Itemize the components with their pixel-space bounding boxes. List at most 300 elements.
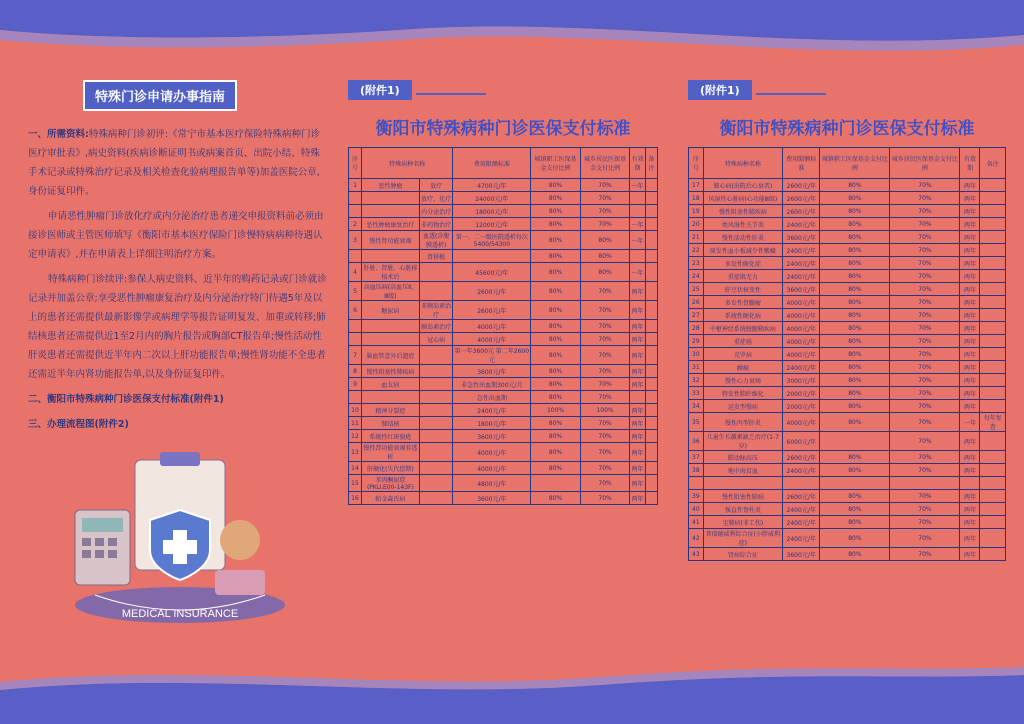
table-cell: 肝硬化(失代偿期)	[361, 462, 419, 475]
table-cell	[349, 320, 362, 333]
table-cell: 4000元/年	[453, 333, 531, 346]
table-cell: 36	[689, 432, 704, 451]
table-cell: 80%	[531, 179, 581, 192]
table-cell: 两年	[960, 192, 980, 205]
table-row	[689, 361, 1006, 374]
table-cell: 系统性硬化病	[703, 309, 782, 322]
table-cell	[645, 365, 657, 378]
table-cell	[419, 417, 453, 430]
table-cell: 两年	[630, 301, 645, 320]
table-cell: 80%	[820, 548, 890, 561]
table-cell: 放疗、化疗	[419, 192, 453, 205]
table-cell: 急性出血期	[453, 391, 531, 404]
table-cell: 两年	[960, 374, 980, 387]
table-row	[689, 283, 1006, 296]
table-row	[689, 322, 1006, 335]
table-cell: 两年	[630, 333, 645, 346]
table-cell: 脑血管意外后遗症	[361, 346, 419, 365]
table-cell	[645, 192, 657, 205]
table-cell: 两年	[960, 548, 980, 561]
table-cell: 7	[349, 346, 362, 365]
table-cell: 70%	[580, 492, 630, 505]
table-cell	[419, 462, 453, 475]
table-cell: 70%	[580, 179, 630, 192]
attachment-tag-right	[688, 80, 1006, 100]
guide-title: 特殊门诊申请办事指南	[83, 80, 237, 111]
table-cell: 10	[349, 404, 362, 417]
table-cell: 一年	[630, 179, 645, 192]
table-cell: 80%	[531, 231, 581, 250]
table-cell: 系统性红斑狼疮	[361, 430, 419, 443]
table-row	[689, 270, 1006, 283]
table-cell: 4800元/年	[453, 475, 531, 492]
table-cell: 70%	[890, 335, 960, 348]
table-cell: 两年	[960, 309, 980, 322]
table-cell: 32	[689, 374, 704, 387]
attachment-underline	[416, 93, 486, 95]
table-cell	[645, 443, 657, 462]
table-cell: 70%	[890, 451, 960, 464]
table-cell: 3000元/年	[783, 374, 820, 387]
table-cell: 29	[689, 335, 704, 348]
table-cell: 帕金森氏病	[361, 492, 419, 505]
table-row	[349, 231, 658, 250]
table-cell	[645, 320, 657, 333]
table-cell: 两年	[960, 322, 980, 335]
table-cell	[645, 231, 657, 250]
table-cell	[361, 333, 419, 346]
table-cell: 两年	[630, 430, 645, 443]
table-cell: 肾病综合征	[703, 548, 782, 561]
table-cell	[980, 296, 1006, 309]
table-cell: 6000元/年	[783, 432, 820, 451]
table-cell: 80%	[820, 309, 890, 322]
table-row	[349, 205, 658, 218]
table-cell: 16	[349, 492, 362, 505]
table-cell: 80%	[531, 218, 581, 231]
table-row	[349, 250, 658, 263]
table-cell: 80%	[820, 322, 890, 335]
table-cell	[980, 374, 1006, 387]
table-cell: 19	[689, 205, 704, 218]
table-cell: 80%	[820, 464, 890, 477]
table-cell	[980, 231, 1006, 244]
table-cell: 肝豆状核变性	[703, 283, 782, 296]
table-cell: 一年	[960, 413, 980, 432]
table-cell	[980, 218, 1006, 231]
payment-standard-table-2	[688, 147, 1006, 561]
table-row	[349, 492, 658, 505]
table-row	[689, 464, 1006, 477]
table-cell: 两年	[630, 443, 645, 462]
table-cell	[645, 430, 657, 443]
table-cell: 风湿性心脏病(心功能Ⅲ级)	[703, 192, 782, 205]
table-row	[689, 516, 1006, 529]
table-row	[349, 365, 658, 378]
table-cell: 4000元/年	[453, 462, 531, 475]
table-cell: 6	[349, 301, 362, 320]
table-cell	[980, 270, 1006, 283]
table-cell: 两年	[960, 257, 980, 270]
table-cell: 41	[689, 516, 704, 529]
table-cell: 80%	[531, 333, 581, 346]
table-cell	[645, 218, 657, 231]
table-cell	[783, 477, 820, 490]
table-cell	[531, 475, 581, 492]
table-row	[689, 244, 1006, 257]
table-cell: 4000元/年	[783, 348, 820, 361]
table-cell: 25	[689, 283, 704, 296]
table-cell: 两年	[630, 475, 645, 492]
table-row	[689, 503, 1006, 516]
table-cell	[645, 404, 657, 417]
table-cell	[980, 192, 1006, 205]
table-cell: 1800元/年	[453, 417, 531, 430]
table-cell: 39	[689, 490, 704, 503]
table-cell	[349, 250, 362, 263]
table-cell: 4000元/年	[453, 443, 531, 462]
table-cell	[361, 250, 419, 263]
table-cell	[419, 443, 453, 462]
table-cell: 70%	[890, 503, 960, 516]
attachment-label: (附件1)	[348, 80, 412, 100]
header-cell: 有效期	[960, 148, 980, 179]
table-row	[689, 477, 1006, 490]
table-cell: 70%	[890, 296, 960, 309]
table-cell: 两年	[960, 503, 980, 516]
table-cell: 80%	[820, 335, 890, 348]
table-cell	[419, 282, 453, 301]
table-cell: 1	[349, 179, 362, 192]
header-cell: 费用限额标准	[783, 148, 820, 179]
table-cell	[980, 400, 1006, 413]
table-cell: 21	[689, 231, 704, 244]
table-cell: 2400元/年	[783, 218, 820, 231]
table-cell: 70%	[890, 257, 960, 270]
materials-text: 特殊病种门诊初评:《常宁市基本医疗保险特殊病种门诊医疗审批表》,病史资料(疾病诊断证明书或病案首页、出院小结、特殊手术记录或特殊治疗记录及相关检查化验病理报告单等)加盖医院公章,身份证复印件。	[28, 129, 321, 197]
table-cell: 20	[689, 218, 704, 231]
table-cell: 70%	[890, 432, 960, 451]
table-cell: 80%	[820, 205, 890, 218]
table-row	[349, 282, 658, 301]
table-cell: 100%	[580, 404, 630, 417]
table-cell: 肺动脉高压	[703, 451, 782, 464]
table-cell: 胰岛素治疗	[419, 320, 453, 333]
table-row	[689, 374, 1006, 387]
header-cell: 有效期	[630, 148, 645, 179]
table-cell: 2600元/年	[453, 282, 531, 301]
table-cell: 2600元/年	[783, 192, 820, 205]
table-cell: 非胰岛素治疗	[419, 301, 453, 320]
table-cell: 2400元/年	[783, 516, 820, 529]
table-cell	[980, 503, 1006, 516]
table-cell: 80%	[820, 503, 890, 516]
table-cell: 两年	[960, 490, 980, 503]
table-cell: 80%	[531, 462, 581, 475]
table-cell: 70%	[890, 244, 960, 257]
table-cell: 70%	[580, 192, 630, 205]
header-cell: 序号	[349, 148, 362, 179]
table-cell: 慢性肾功能衰竭非透析	[361, 443, 419, 462]
table-row	[689, 309, 1006, 322]
table-cell: 第一年3600元 第二年2600元	[453, 346, 531, 365]
table-cell: 70%	[580, 430, 630, 443]
table-cell: 70%	[580, 378, 630, 391]
guide-panel	[28, 70, 328, 440]
table-cell: 70%	[580, 365, 630, 378]
right-table-panel	[688, 70, 1006, 561]
table-cell	[980, 335, 1006, 348]
table-cell: 70%	[890, 490, 960, 503]
table-cell	[645, 179, 657, 192]
table-cell: 内分泌治疗	[419, 205, 453, 218]
table-cell	[349, 333, 362, 346]
table-row	[349, 475, 658, 492]
table-cell: 14	[349, 462, 362, 475]
table-cell: 多发性硬化症	[703, 257, 782, 270]
table-cell: 2400元/年	[453, 404, 531, 417]
table-cell: 儿童生长激素缺乏治疗(1-7岁)	[703, 432, 782, 451]
table-cell: 70%	[580, 417, 630, 430]
table-cell: 80%	[531, 430, 581, 443]
table-cell: 两年	[960, 179, 980, 192]
table-cell: 70%	[890, 309, 960, 322]
table-cell: 2400元/年	[783, 503, 820, 516]
table-cell: 慢性阻塞性肺疾病	[703, 205, 782, 218]
table-cell	[419, 346, 453, 365]
table-cell	[980, 387, 1006, 400]
table-cell: 80%	[531, 320, 581, 333]
table-cell: 4000元/年	[783, 309, 820, 322]
table-cell: 80%	[531, 443, 581, 462]
table-cell	[645, 333, 657, 346]
table-row	[689, 335, 1006, 348]
table-cell	[645, 282, 657, 301]
table-cell: 第一、二一级医院透析每次5400/54300	[453, 231, 531, 250]
table-row	[689, 413, 1006, 432]
table-cell: 两年	[960, 296, 980, 309]
table-cell: 70%	[580, 282, 630, 301]
table-cell: 80%	[580, 250, 630, 263]
table-row	[689, 451, 1006, 464]
table-cell: 70%	[890, 270, 960, 283]
table-cell: 两年	[960, 464, 980, 477]
table-row	[689, 231, 1006, 244]
table-cell: 70%	[890, 374, 960, 387]
table-cell	[361, 391, 419, 404]
table-cell: 两年	[960, 432, 980, 451]
table-cell: 80%	[820, 529, 890, 548]
table-cell: 22	[689, 244, 704, 257]
table-cell	[630, 250, 645, 263]
table-cell: 血透(含腹膜透析)	[419, 231, 453, 250]
header-cell: 序号	[689, 148, 704, 179]
table-cell: 80%	[580, 231, 630, 250]
renewal-paragraph: 特殊病种门诊续评:参保人病史资料、近半年的购药记录或门诊就诊记录并加盖公章;享受恶性肿瘤康复治疗及内分泌治疗特门待遇5年及以上的患者还需提供最新影像学或病理学等报告证明复发、加重或转移;肺结核患者还需提供近1至2月内的胸片报告或胸部CT报告单;慢性活动性肝炎患者还需提供近半年内二次以上肝功能报告单;慢性肾功能不全患者还需近半年内肾功能报告单,以及身份证复印件。	[28, 274, 327, 380]
table-cell: 每年复查	[980, 413, 1006, 432]
table-cell	[890, 477, 960, 490]
table-cell: 特发性肺纤维化	[703, 387, 782, 400]
table-row	[689, 218, 1006, 231]
table-cell: 42	[689, 529, 704, 548]
table-cell: 普瑞德威利综合征(小胖威利症)	[703, 529, 782, 548]
table-cell: 克罗病	[703, 348, 782, 361]
table-cell: 2600元/年	[783, 179, 820, 192]
table-cell	[980, 309, 1006, 322]
table-row	[689, 348, 1006, 361]
table-cell: 70%	[580, 301, 630, 320]
table-cell	[980, 179, 1006, 192]
table-cell	[645, 391, 657, 404]
table-cell: 9	[349, 378, 362, 391]
table-cell	[689, 477, 704, 490]
table-cell: 80%	[531, 378, 581, 391]
table-cell: 80%	[820, 244, 890, 257]
table-row	[349, 192, 658, 205]
table-cell: 两年	[960, 516, 980, 529]
table-cell	[980, 432, 1006, 451]
table-row	[689, 205, 1006, 218]
attachment-label: (附件1)	[688, 80, 752, 100]
table-cell: 4000元/年	[783, 335, 820, 348]
table-cell: 34	[689, 400, 704, 413]
table-cell: 28	[689, 322, 704, 335]
table-cell: 两年	[960, 270, 980, 283]
table-cell: 2400元/年	[783, 529, 820, 548]
table-cell	[361, 192, 419, 205]
table-cell: 17	[689, 179, 704, 192]
table-cell	[980, 361, 1006, 374]
table-row	[689, 490, 1006, 503]
table-cell: 2400元/年	[783, 270, 820, 283]
table-cell	[645, 346, 657, 365]
table-cell: 两年	[630, 282, 645, 301]
table-cell: 5	[349, 282, 362, 301]
table-cell: 2600元/年	[783, 451, 820, 464]
table-cell: 两年	[960, 348, 980, 361]
table-cell	[419, 475, 453, 492]
table-cell: 两年	[630, 346, 645, 365]
table-cell: 70%	[580, 462, 630, 475]
table-cell	[419, 365, 453, 378]
table-cell: 70%	[890, 283, 960, 296]
table-row	[689, 548, 1006, 561]
table-row	[349, 391, 658, 404]
table-row	[349, 263, 658, 282]
table-cell	[645, 475, 657, 492]
table-cell: 尘肺病(非工伤)	[703, 516, 782, 529]
table-cell	[453, 250, 531, 263]
table-cell: 两年	[630, 365, 645, 378]
table-cell: 80%	[820, 374, 890, 387]
table-cell: 70%	[890, 348, 960, 361]
header-cell: 特殊病种名称	[361, 148, 452, 179]
table-cell	[980, 516, 1006, 529]
table-cell	[980, 464, 1006, 477]
tumor-paragraph: 申请恶性肿瘤门诊放化疗或内分泌治疗患者递交申报资料前必须由接诊医师或主管医师填写《衡阳市基本医疗保险门诊慢特病病种待遇认定申请表》,并在申请表上详细注明治疗方案。	[28, 211, 324, 260]
table-cell: 多发性骨髓瘤	[703, 296, 782, 309]
table-cell: 30	[689, 348, 704, 361]
attachment-tag-mid	[348, 80, 658, 100]
table-cell	[645, 250, 657, 263]
header-cell: 费用限额标准	[453, 148, 531, 179]
table-cell: 70%	[890, 361, 960, 374]
table-row	[689, 296, 1006, 309]
section-two: 二、衡阳市特殊病种门诊医保支付标准(附件1)	[28, 394, 224, 405]
medical-insurance-illustration	[65, 430, 295, 630]
table-cell: 70%	[890, 464, 960, 477]
table-cell: 70%	[890, 205, 960, 218]
table-cell: 70%	[580, 205, 630, 218]
header-cell: 特殊病种名称	[703, 148, 782, 179]
table-cell	[645, 462, 657, 475]
table-cell: 两年	[960, 451, 980, 464]
table-cell: 80%	[820, 283, 890, 296]
table-cell: 2400元/年	[783, 464, 820, 477]
table-cell	[980, 283, 1006, 296]
table-cell: 70%	[890, 548, 960, 561]
table-cell	[645, 492, 657, 505]
table-cell: 37	[689, 451, 704, 464]
table-cell: 13	[349, 443, 362, 462]
table-cell: 11	[349, 417, 362, 430]
table-cell	[361, 205, 419, 218]
table-cell: 4000元/年	[783, 322, 820, 335]
table-cell: 35	[689, 413, 704, 432]
table-cell: 4000元/年	[783, 296, 820, 309]
table-cell: 肝脏、肾脏、心脏移植术后	[361, 263, 419, 282]
table-cell: 45600元/年	[453, 263, 531, 282]
table-cell	[645, 263, 657, 282]
table-cell: 两年	[960, 244, 980, 257]
table-row	[349, 443, 658, 462]
table-cell: 12000元/年	[453, 218, 531, 231]
header-cell: 城乡居民医保基金支付比例	[580, 148, 630, 179]
table-cell: 70%	[890, 413, 960, 432]
table-cell: 两年	[630, 378, 645, 391]
table-cell: 2000元/年	[783, 387, 820, 400]
table-cell: 高血压病(高血压Ⅱ、Ⅲ级)	[361, 282, 419, 301]
table-cell: 80%	[820, 516, 890, 529]
table-cell: 2600元/年	[783, 490, 820, 503]
table-cell: 80%	[820, 270, 890, 283]
table-cell: 80%	[531, 365, 581, 378]
table-cell: 两年	[960, 400, 980, 413]
table-cell: 两年	[960, 231, 980, 244]
table-cell: 12	[349, 430, 362, 443]
table-cell: 38	[689, 464, 704, 477]
table-cell: 80%	[820, 296, 890, 309]
table-cell	[645, 205, 657, 218]
table-row	[349, 333, 658, 346]
table-row	[689, 400, 1006, 413]
table-cell: 两年	[630, 320, 645, 333]
table-cell: 80%	[531, 192, 581, 205]
materials-label: 一、所需资料:	[28, 129, 89, 140]
table-cell: 慢性阻塞性肺疾病	[361, 365, 419, 378]
table-cell: 80%	[531, 263, 581, 282]
table-cell: 80%	[820, 348, 890, 361]
table-cell: 70%	[580, 333, 630, 346]
table-row	[689, 387, 1006, 400]
table-cell	[349, 192, 362, 205]
table-cell	[630, 192, 645, 205]
table-cell: 慢性丙型肝炎	[703, 413, 782, 432]
table-cell: 慢性心力衰竭	[703, 374, 782, 387]
table-header-row	[689, 148, 1006, 179]
table-cell: 肾移植	[419, 250, 453, 263]
table-cell: 80%	[820, 231, 890, 244]
